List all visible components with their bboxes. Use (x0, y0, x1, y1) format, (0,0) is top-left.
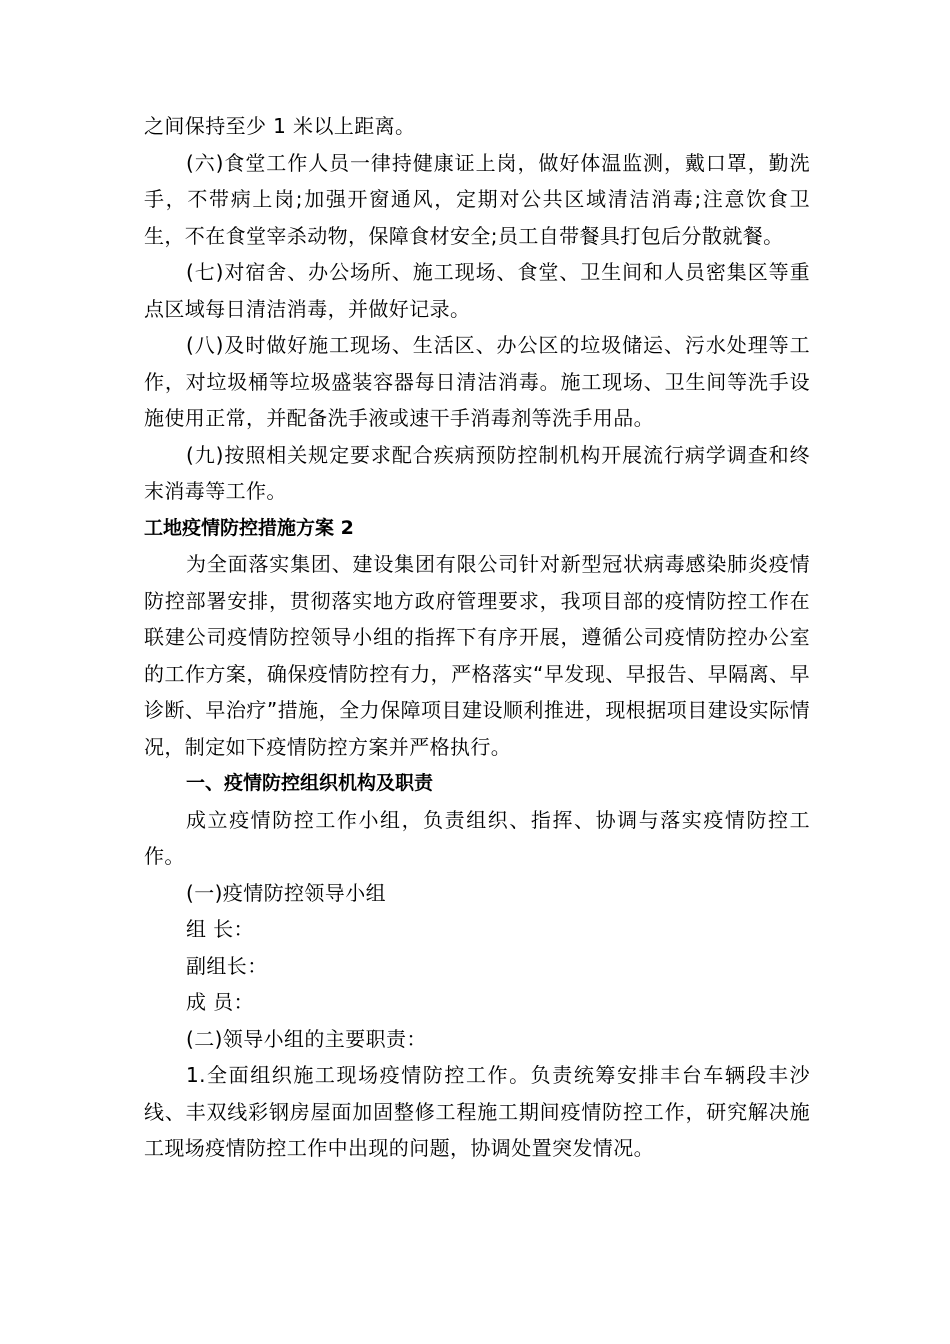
subsection-heading: 一、疫情防控组织机构及职责 (186, 772, 434, 794)
paragraph-cooperation: (九)按照相关规定要求配合疾病预防控制机构开展流行病学调查和终末消毒等工作。 (144, 442, 810, 503)
paragraph-team: 成立疫情防控工作小组，负责组织、指挥、协调与落实疫情防控工作。 (144, 807, 810, 868)
paragraph-garbage: (八)及时做好施工现场、生活区、办公区的垃圾储运、污水处理等工作，对垃圾桶等垃圾盛装容器每日清洁消毒。施工现场、卫生间等洗手设施使用正常，并配备洗手液或速干手消毒剂等洗手用品。 (144, 333, 810, 430)
paragraph-intro: 为全面落实集团、建设集团有限公司针对新型冠状病毒感染肺炎疫情防控部署安排，贯彻落实地方政府管理要求，我项目部的疫情防控工作在联建公司疫情防控领导小组的指挥下有序开展，遵循公司疫情防控办公室的工作方案，确保疫情防控有力，严格落实“早发现、早报告、早隔离、早诊断、早治疗”措施，全力保障项目建设顺利推进，现根据项目建设实际情况，制定如下疫情防控方案并严格执行。 (144, 552, 810, 759)
paragraph-deputy-leader: 副组长： (186, 953, 268, 978)
paragraph-leadership-group: (一)疫情防控领导小组 (186, 880, 387, 905)
paragraph-leader: 组 长： (186, 917, 254, 941)
section-title: 工地疫情防控措施方案 2 (144, 516, 354, 539)
paragraph-canteen: (六)食堂工作人员一律持健康证上岗，做好体温监测，戴口罩，勤洗手，不带病上岗;加强开窗通风，定期对公共区域清洁消毒;注意饮食卫生，不在食堂宰杀动物，保障食材安全;员工自带餐具打包后分散就餐。 (144, 150, 810, 248)
paragraph-duties: (二)领导小组的主要职责： (186, 1026, 427, 1051)
paragraph-1: 之间保持至少 1 米以上距离。 (144, 114, 416, 138)
paragraph-duty-1: 1.全面组织施工现场疫情防控工作。负责统筹安排丰台车辆段丰沙线、丰双线彩钢房屋面加固整修工程施工期间疫情防控工作，研究解决施工现场疫情防控工作中出现的问题，协调处置突发情况。 (144, 1063, 810, 1160)
paragraph-disinfection: (七)对宿舍、办公场所、施工现场、食堂、卫生间和人员密集区等重点区域每日清洁消毒，并做好记录。 (144, 260, 810, 321)
paragraph-members: 成 员： (186, 990, 254, 1014)
document-page (144, 108, 810, 1167)
